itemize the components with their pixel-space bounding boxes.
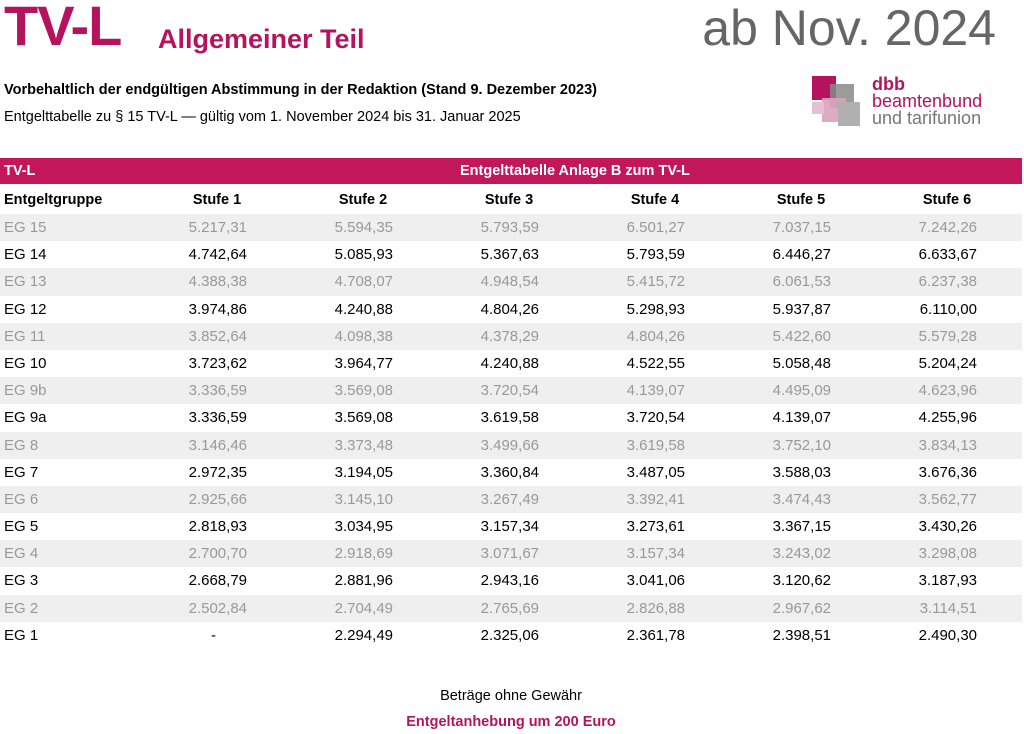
row-value-stufe-6: 5.204,24 xyxy=(918,354,977,372)
row-value-stufe-3: 5.367,63 xyxy=(480,246,539,264)
row-value-stufe-5: 5.937,87 xyxy=(772,300,831,318)
logo-text-beamtenbund: beamtenbund xyxy=(872,91,983,111)
row-value-stufe-5: 3.243,02 xyxy=(772,545,831,563)
table-row xyxy=(0,622,1022,649)
row-value-stufe-6: 6.110,00 xyxy=(919,300,977,318)
column-header-stufe-1: Stufe 1 xyxy=(192,192,242,208)
row-value-stufe-2: 3.373,48 xyxy=(334,436,393,454)
row-value-stufe-4: 4.804,26 xyxy=(626,327,685,345)
row-value-stufe-6: 3.430,26 xyxy=(918,518,977,536)
row-value-stufe-2: 5.085,93 xyxy=(334,246,393,264)
row-value-stufe-1: 3.974,86 xyxy=(188,300,247,318)
table-row xyxy=(0,241,1022,268)
row-group-label: EG 6 xyxy=(4,490,39,508)
row-value-stufe-6: 3.676,36 xyxy=(918,463,977,481)
row-group-label: EG 1 xyxy=(4,626,39,644)
page-title: TV-L xyxy=(4,0,122,57)
row-value-stufe-2: 3.569,08 xyxy=(334,409,393,427)
row-value-stufe-6: 4.623,96 xyxy=(918,382,977,400)
table-title-bar xyxy=(0,158,1022,184)
row-value-stufe-3: 5.793,59 xyxy=(480,219,539,236)
row-value-stufe-6: 4.255,96 xyxy=(918,409,977,427)
row-group-label: EG 5 xyxy=(4,518,39,536)
row-value-stufe-1: 2.502,84 xyxy=(188,599,247,617)
table-row xyxy=(0,595,1022,622)
row-value-stufe-1: 3.336,59 xyxy=(188,409,247,427)
row-value-stufe-2: 4.240,88 xyxy=(334,300,393,318)
column-header-stufe-6: Stufe 6 xyxy=(922,192,972,208)
row-group-label: EG 13 xyxy=(4,273,47,291)
row-value-stufe-4: 5.793,59 xyxy=(626,246,685,264)
row-value-stufe-1: 2.818,93 xyxy=(188,518,247,536)
table-row xyxy=(0,268,1022,295)
table-row xyxy=(0,296,1022,323)
row-value-stufe-4: 2.826,88 xyxy=(626,599,685,617)
row-group-label: EG 9b xyxy=(4,382,47,400)
row-value-stufe-3: 3.619,58 xyxy=(480,409,539,427)
row-value-stufe-2: 3.964,77 xyxy=(334,354,393,372)
row-value-stufe-4: 3.720,54 xyxy=(626,409,685,427)
row-value-stufe-4: 3.619,58 xyxy=(626,436,685,454)
table-row xyxy=(0,567,1022,594)
row-value-stufe-2: 2.918,69 xyxy=(334,545,393,563)
row-value-stufe-6: 3.114,51 xyxy=(919,599,977,617)
row-value-stufe-5: 5.422,60 xyxy=(772,327,831,345)
row-value-stufe-6: 5.579,28 xyxy=(918,327,977,345)
row-group-label: EG 15 xyxy=(4,219,47,236)
column-header-stufe-2: Stufe 2 xyxy=(338,192,388,208)
table-row xyxy=(0,404,1022,431)
row-value-stufe-3: 2.943,16 xyxy=(480,572,539,590)
row-value-stufe-2: 2.294,49 xyxy=(334,626,393,644)
table-row xyxy=(0,323,1022,350)
row-value-stufe-1: - xyxy=(211,626,216,644)
dbb-logo-icon xyxy=(812,76,862,128)
table-row xyxy=(0,459,1022,486)
row-value-stufe-2: 2.881,96 xyxy=(334,572,393,590)
row-group-label: EG 12 xyxy=(4,300,47,318)
row-value-stufe-3: 4.948,54 xyxy=(480,273,539,291)
row-value-stufe-5: 4.495,09 xyxy=(772,382,831,400)
row-value-stufe-5: 3.474,43 xyxy=(772,490,831,508)
row-value-stufe-5: 3.367,15 xyxy=(772,518,831,536)
table-row xyxy=(0,540,1022,567)
table-row xyxy=(0,214,1022,241)
row-group-label: EG 10 xyxy=(4,354,47,372)
table-description: Entgelttabelle zu § 15 TV-L — gültig vom 1. November 2024 bis 31. Januar 2025 xyxy=(4,109,521,125)
row-value-stufe-3: 3.720,54 xyxy=(480,382,539,400)
row-value-stufe-3: 3.267,49 xyxy=(480,490,539,508)
valid-from-label: ab Nov. 2024 xyxy=(702,0,996,56)
row-value-stufe-1: 3.336,59 xyxy=(188,382,247,400)
row-value-stufe-5: 4.139,07 xyxy=(772,409,831,427)
row-value-stufe-6: 3.562,77 xyxy=(918,490,977,508)
row-value-stufe-2: 4.098,38 xyxy=(334,327,393,345)
table-title-left: TV-L xyxy=(4,163,36,179)
logo-text-dbb: dbb xyxy=(872,74,905,94)
column-header-stufe-3: Stufe 3 xyxy=(484,192,534,208)
row-value-stufe-4: 3.392,41 xyxy=(626,490,685,508)
row-value-stufe-1: 2.668,79 xyxy=(188,572,247,590)
row-value-stufe-5: 7.037,15 xyxy=(772,219,831,236)
table-row xyxy=(0,432,1022,459)
row-value-stufe-5: 2.967,62 xyxy=(772,599,831,617)
row-value-stufe-1: 4.388,38 xyxy=(188,273,247,291)
row-value-stufe-4: 3.487,05 xyxy=(626,463,685,481)
row-value-stufe-1: 3.723,62 xyxy=(188,354,247,372)
row-value-stufe-2: 3.569,08 xyxy=(334,382,393,400)
row-group-label: EG 3 xyxy=(4,572,39,590)
row-value-stufe-1: 4.742,64 xyxy=(188,246,247,264)
footer-disclaimer: Beträge ohne Gewähr xyxy=(440,688,582,704)
row-value-stufe-3: 4.240,88 xyxy=(480,354,539,372)
row-value-stufe-1: 2.925,66 xyxy=(188,490,247,508)
row-value-stufe-4: 4.139,07 xyxy=(626,382,685,400)
row-value-stufe-6: 7.242,26 xyxy=(918,219,977,236)
row-value-stufe-6: 3.298,08 xyxy=(918,545,977,563)
table-title-center: Entgelttabelle Anlage B zum TV-L xyxy=(460,163,690,179)
logo-text-tarifunion: und tarifunion xyxy=(872,108,982,128)
column-header-stufe-4: Stufe 4 xyxy=(630,192,680,208)
row-value-stufe-3: 3.071,67 xyxy=(480,545,539,563)
row-group-label: EG 4 xyxy=(4,545,39,563)
row-value-stufe-5: 3.588,03 xyxy=(772,463,831,481)
column-header-row xyxy=(0,186,1022,212)
row-value-stufe-2: 4.708,07 xyxy=(334,273,393,291)
row-value-stufe-1: 5.217,31 xyxy=(188,219,247,236)
row-value-stufe-4: 5.298,93 xyxy=(626,300,685,318)
table-row xyxy=(0,350,1022,377)
row-value-stufe-1: 2.972,35 xyxy=(188,463,247,481)
row-value-stufe-4: 3.273,61 xyxy=(626,518,685,536)
row-value-stufe-3: 3.360,84 xyxy=(480,463,539,481)
row-group-label: EG 14 xyxy=(4,246,47,264)
row-value-stufe-4: 2.361,78 xyxy=(626,626,685,644)
row-value-stufe-6: 3.187,93 xyxy=(918,572,977,590)
row-value-stufe-1: 2.700,70 xyxy=(188,545,247,563)
row-value-stufe-5: 3.752,10 xyxy=(772,436,831,454)
row-value-stufe-3: 4.804,26 xyxy=(480,300,539,318)
row-value-stufe-5: 5.058,48 xyxy=(772,354,831,372)
row-value-stufe-4: 4.522,55 xyxy=(626,354,685,372)
row-value-stufe-5: 6.446,27 xyxy=(772,246,831,264)
row-group-label: EG 9a xyxy=(4,409,47,427)
row-value-stufe-3: 4.378,29 xyxy=(480,327,539,345)
row-value-stufe-1: 3.852,64 xyxy=(188,327,247,345)
row-group-label: EG 2 xyxy=(4,599,39,617)
row-value-stufe-3: 3.499,66 xyxy=(480,436,539,454)
row-group-label: EG 8 xyxy=(4,436,39,454)
row-value-stufe-5: 2.398,51 xyxy=(772,626,831,644)
table-row xyxy=(0,486,1022,513)
row-value-stufe-5: 3.120,62 xyxy=(772,572,831,590)
column-header-stufe-5: Stufe 5 xyxy=(776,192,826,208)
row-value-stufe-3: 2.325,06 xyxy=(480,626,539,644)
row-group-label: EG 7 xyxy=(4,463,39,481)
row-value-stufe-4: 5.415,72 xyxy=(626,273,685,291)
row-value-stufe-4: 3.041,06 xyxy=(626,572,685,590)
page-subtitle: Allgemeiner Teil xyxy=(158,24,365,54)
row-value-stufe-4: 6.501,27 xyxy=(626,219,685,236)
column-header-group: Entgeltgruppe xyxy=(4,192,103,208)
dbb-logo xyxy=(812,76,1022,130)
footer-highlight: Entgeltanhebung um 200 Euro xyxy=(406,714,616,730)
row-value-stufe-2: 2.704,49 xyxy=(334,599,393,617)
table-row xyxy=(0,513,1022,540)
row-value-stufe-2: 3.145,10 xyxy=(334,490,393,508)
row-value-stufe-2: 5.594,35 xyxy=(334,219,393,236)
row-value-stufe-6: 6.633,67 xyxy=(918,246,977,264)
row-value-stufe-1: 3.146,46 xyxy=(188,436,247,454)
row-value-stufe-3: 2.765,69 xyxy=(480,599,539,617)
row-value-stufe-4: 3.157,34 xyxy=(626,545,685,563)
row-value-stufe-2: 3.034,95 xyxy=(334,518,393,536)
table-row xyxy=(0,377,1022,404)
editorial-note: Vorbehaltlich der endgültigen Abstimmung in der Redaktion (Stand 9. Dezember 2023) xyxy=(4,82,597,98)
row-value-stufe-6: 3.834,13 xyxy=(918,436,977,454)
salary-table-body xyxy=(0,214,1022,649)
row-value-stufe-2: 3.194,05 xyxy=(334,463,393,481)
row-value-stufe-3: 3.157,34 xyxy=(480,518,539,536)
row-value-stufe-5: 6.061,53 xyxy=(772,273,831,291)
row-value-stufe-6: 6.237,38 xyxy=(918,273,977,291)
row-value-stufe-6: 2.490,30 xyxy=(918,626,977,644)
row-group-label: EG 11 xyxy=(4,327,46,345)
